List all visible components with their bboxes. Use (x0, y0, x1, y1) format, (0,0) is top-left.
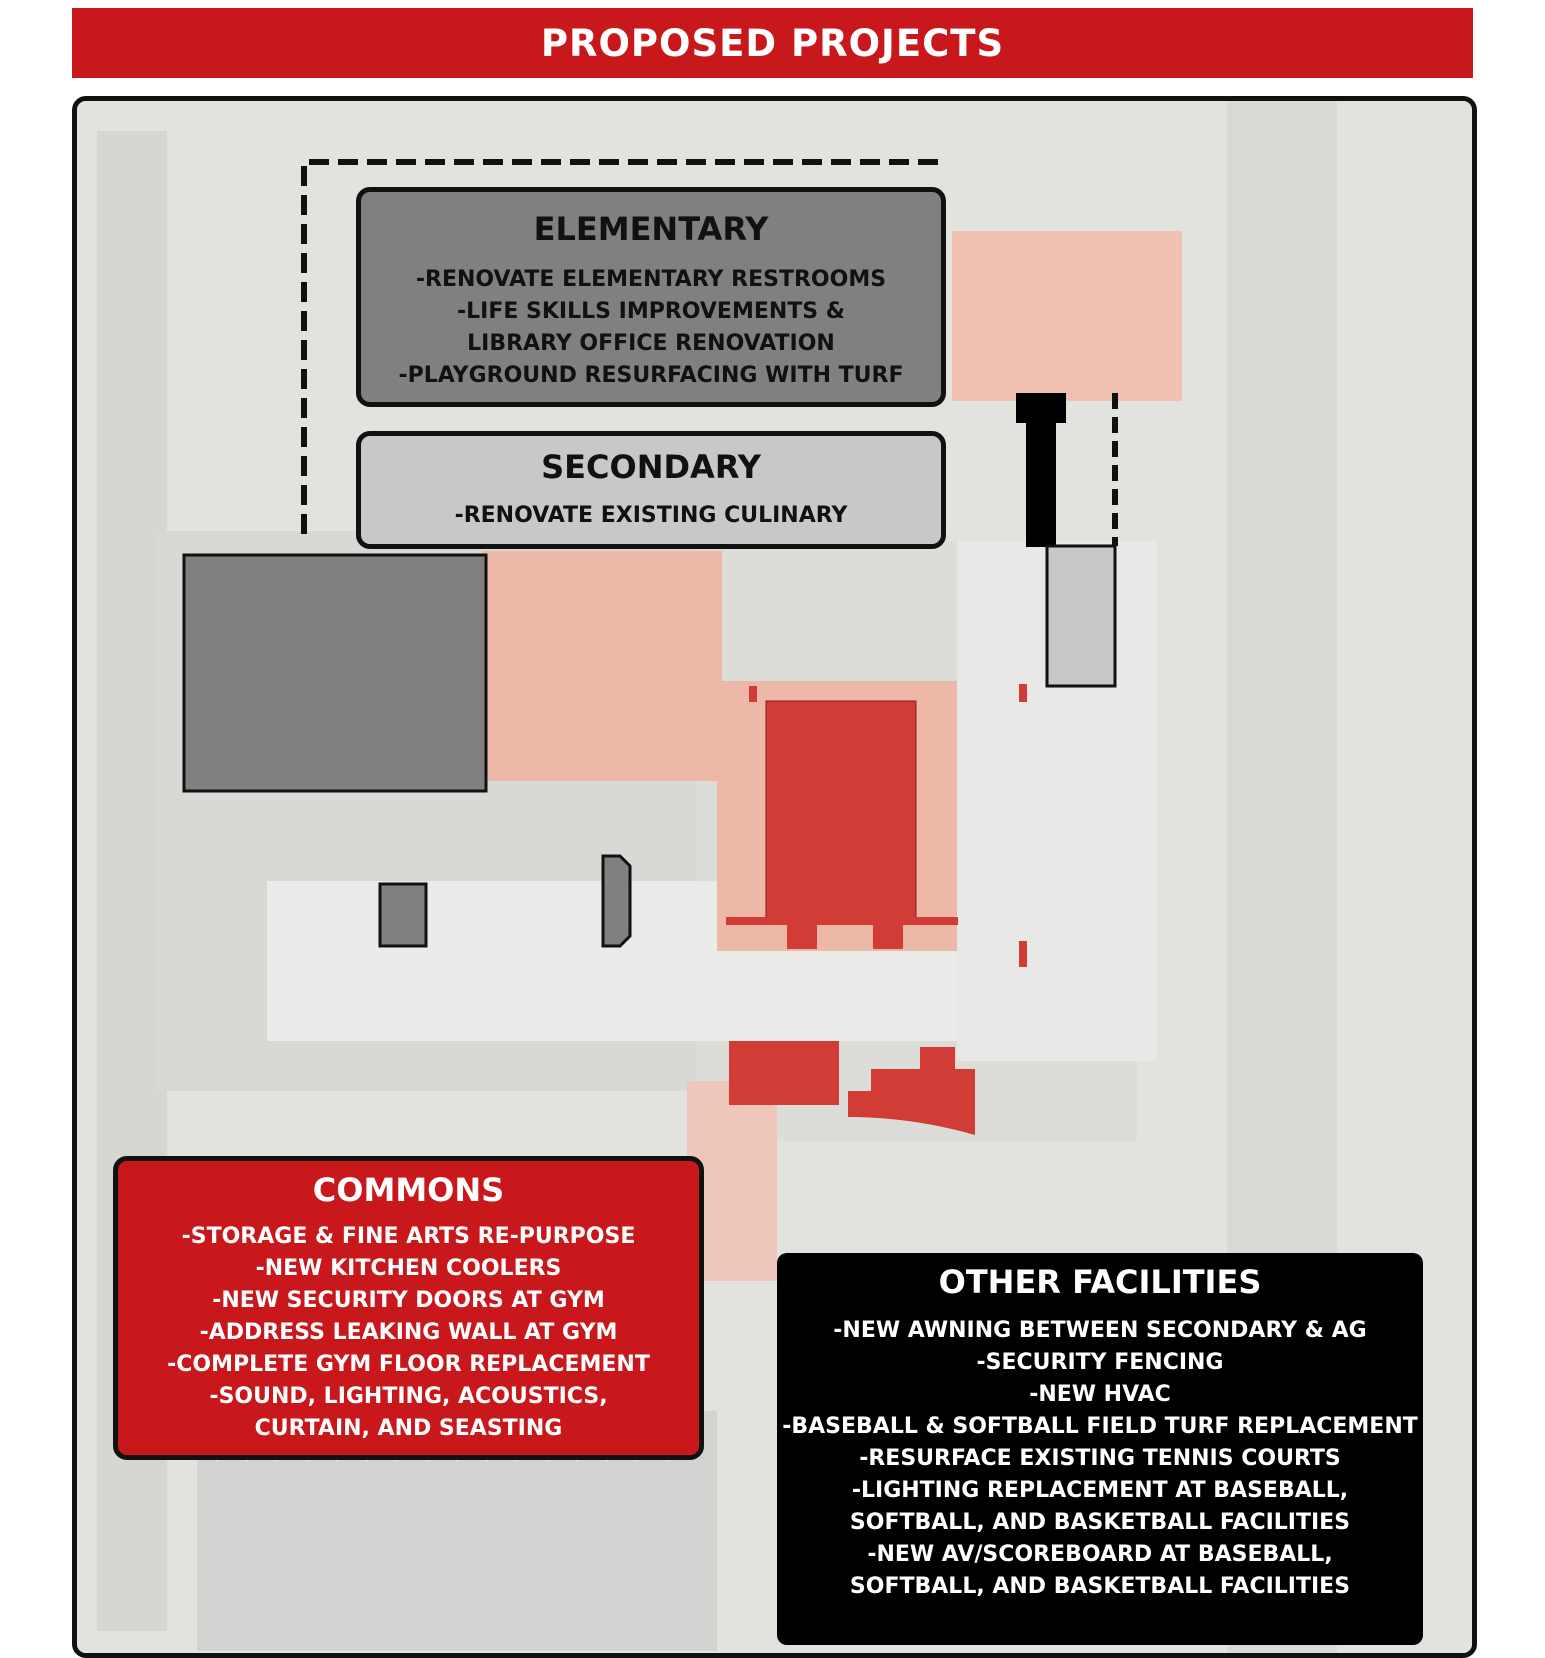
site-plan-frame (72, 96, 1477, 1658)
other-facilities-callout (777, 1253, 1423, 1645)
other-facilities-item: -BASEBALL & SOFTBALL FIELD TURF REPLACEMENT (782, 1414, 1418, 1439)
other-facilities-item: -NEW HVAC (1029, 1382, 1171, 1407)
other-facilities-item: -RESURFACE EXISTING TENNIS COURTS (859, 1446, 1341, 1471)
commons-storage-area (729, 1041, 839, 1105)
new-awning-stem (1026, 421, 1056, 547)
elementary-item: LIBRARY OFFICE RENOVATION (467, 331, 835, 356)
commons-item: -ADDRESS LEAKING WALL AT GYM (199, 1320, 618, 1345)
elementary-restroom-area (380, 884, 426, 946)
page-title: PROPOSED PROJECTS (72, 8, 1473, 78)
elementary-callout (356, 187, 946, 407)
secondary-callout (356, 431, 946, 549)
commons-item: -NEW SECURITY DOORS AT GYM (212, 1288, 605, 1313)
other-facilities-item: -LIGHTING REPLACEMENT AT BASEBALL, (851, 1478, 1349, 1503)
secondary-title: SECONDARY (541, 448, 761, 486)
secondary-item: -RENOVATE EXISTING CULINARY (454, 503, 848, 528)
other-facilities-item: SOFTBALL, AND BASKETBALL FACILITIES (849, 1574, 1351, 1599)
other-facilities-item: -NEW AV/SCOREBOARD AT BASEBALL, (867, 1542, 1333, 1567)
other-facilities-item: -SECURITY FENCING (976, 1350, 1224, 1375)
roof-red-west (482, 551, 722, 781)
commons-marker-2 (1019, 684, 1027, 702)
commons-gym-area (766, 701, 916, 919)
other-facilities-title: OTHER FACILITIES (938, 1263, 1262, 1301)
elementary-item: -LIFE SKILLS IMPROVEMENTS & (456, 299, 845, 324)
commons-item: -SOUND, LIGHTING, ACOUSTICS, (209, 1384, 608, 1409)
elementary-title: ELEMENTARY (533, 210, 769, 248)
commons-item: -COMPLETE GYM FLOOR REPLACEMENT (167, 1352, 650, 1377)
commons-item: -STORAGE & FINE ARTS RE-PURPOSE (181, 1224, 636, 1249)
commons-marker-3 (1019, 941, 1027, 967)
commons-callout (113, 1156, 704, 1460)
elementary-playground-area (184, 555, 486, 791)
elementary-item: -PLAYGROUND RESURFACING WITH TURF (398, 363, 904, 388)
other-facilities-item: -NEW AWNING BETWEEN SECONDARY & AG (833, 1318, 1367, 1343)
other-facilities-item: SOFTBALL, AND BASKETBALL FACILITIES (849, 1510, 1351, 1535)
commons-item: CURTAIN, AND SEASTING (254, 1416, 563, 1441)
commons-gym-door-2 (873, 925, 903, 949)
secondary-culinary-area (1047, 546, 1115, 686)
elementary-office-area (603, 856, 630, 946)
elementary-item: -RENOVATE ELEMENTARY RESTROOMS (415, 267, 887, 292)
roof-red-northeast (952, 231, 1182, 401)
commons-gym-floor-strip (726, 917, 958, 925)
commons-item: -NEW KITCHEN COOLERS (255, 1256, 562, 1281)
new-awning-top (1016, 393, 1066, 423)
commons-marker-1 (749, 686, 757, 702)
commons-gym-door-1 (787, 925, 817, 949)
commons-title: COMMONS (312, 1171, 505, 1209)
